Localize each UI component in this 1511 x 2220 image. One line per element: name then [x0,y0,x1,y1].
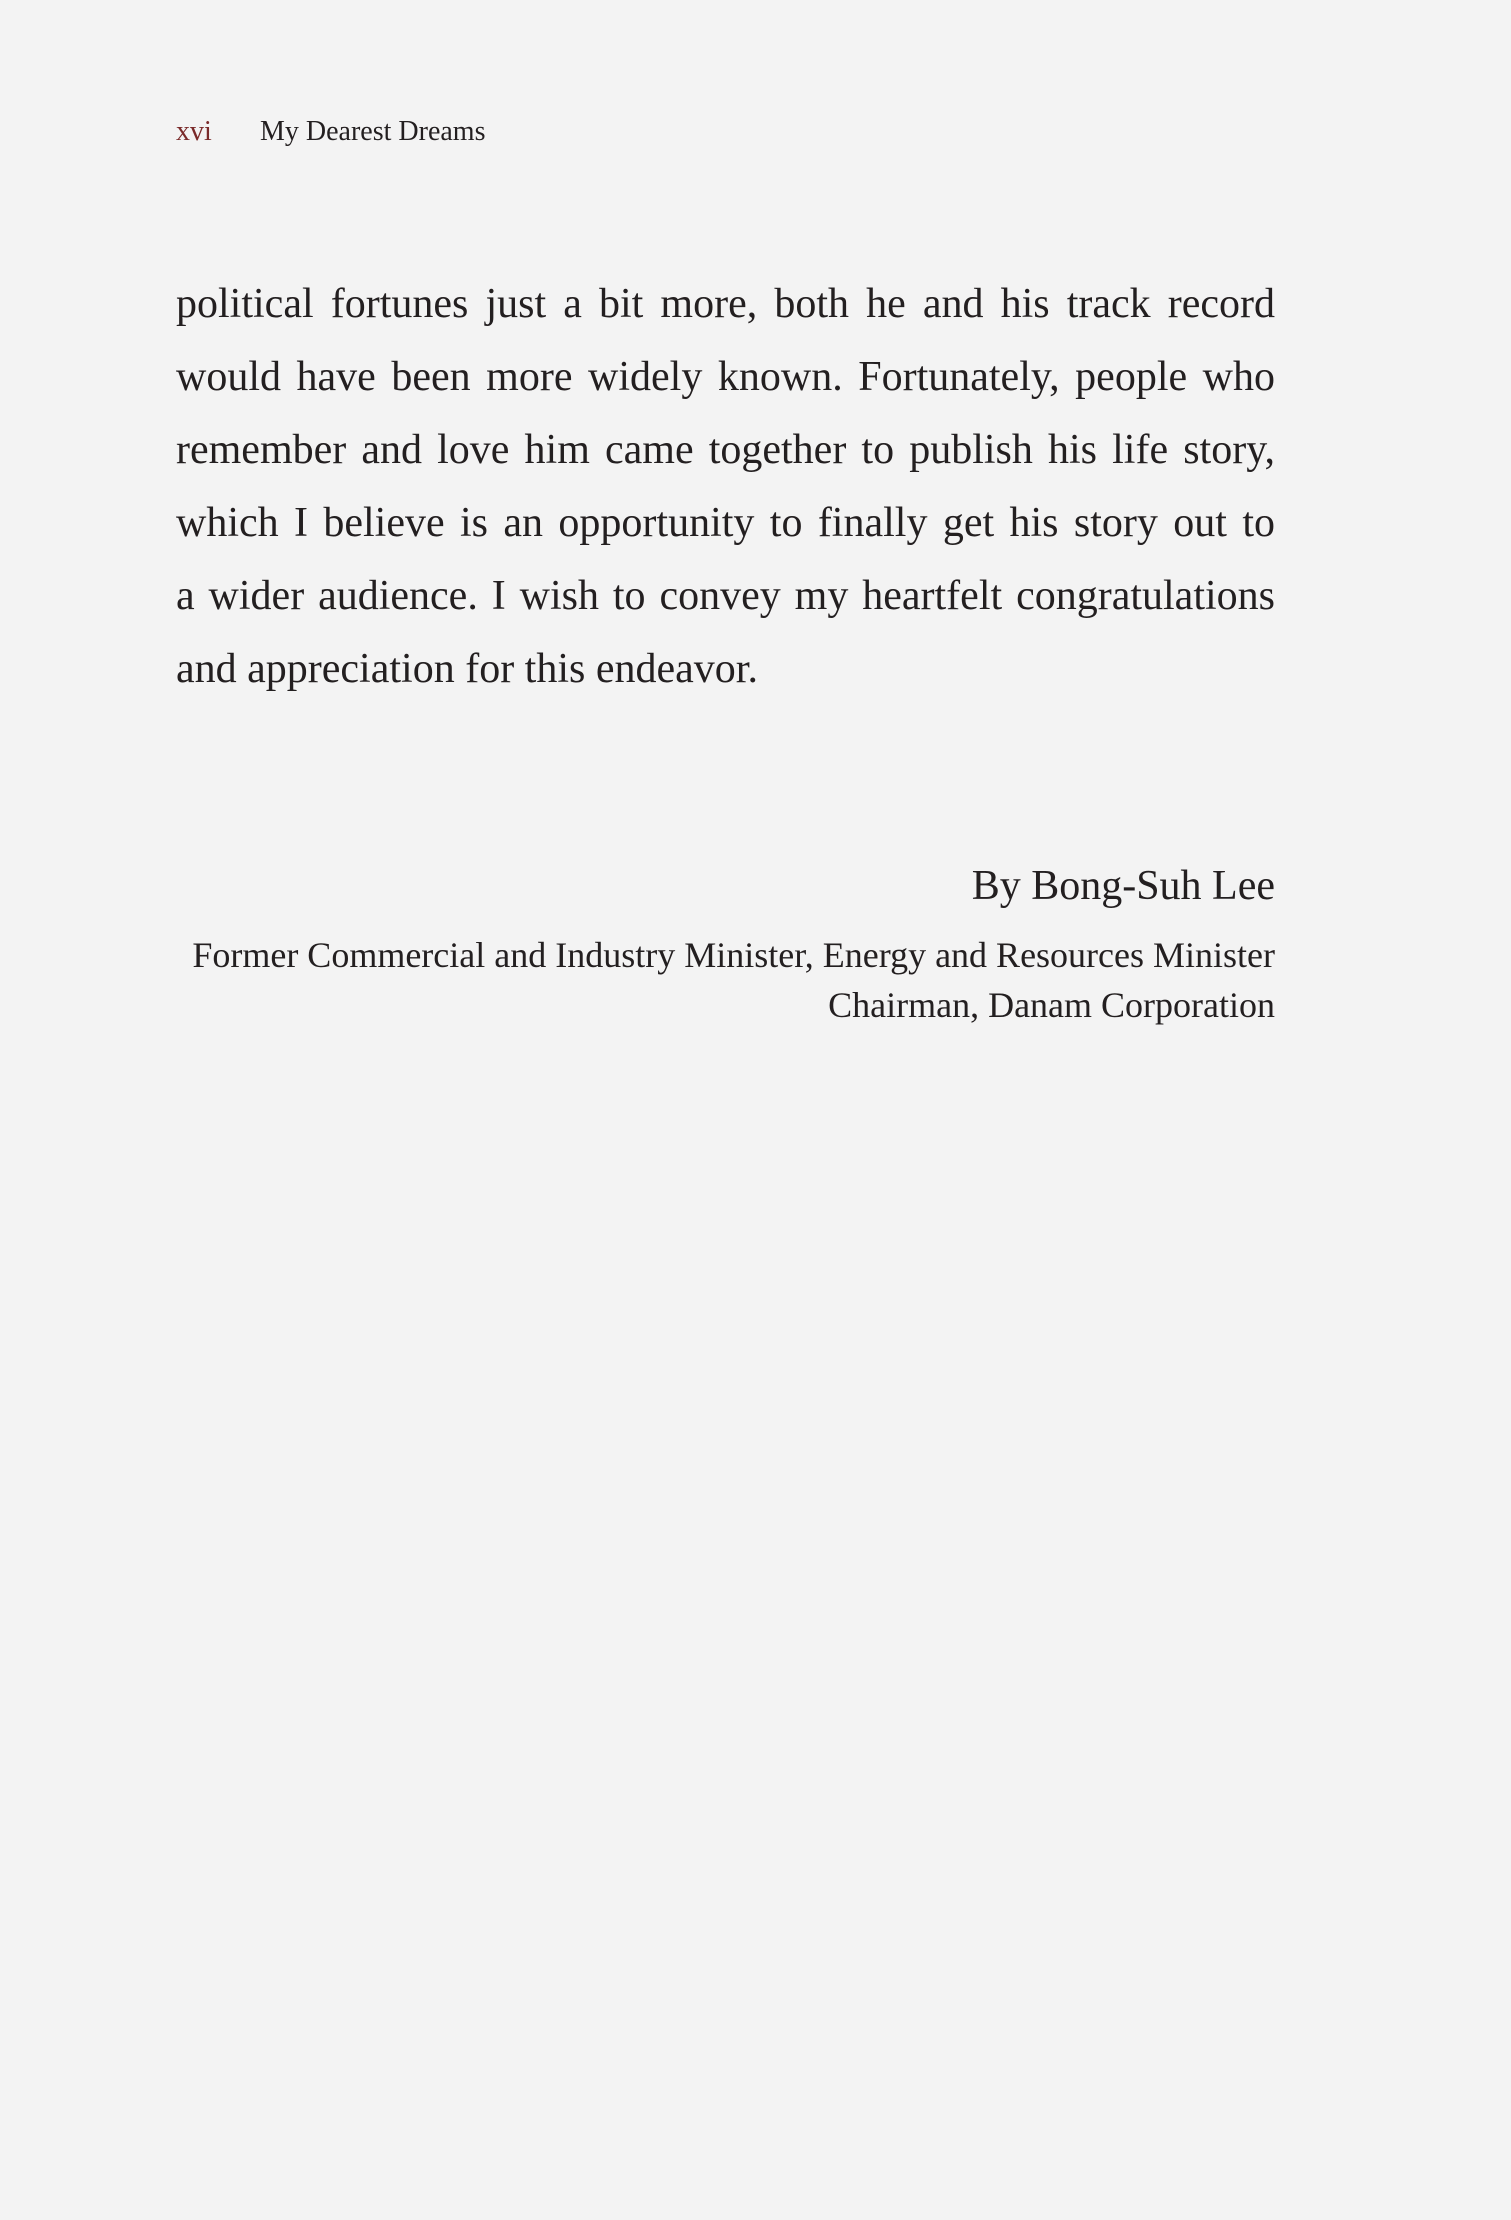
running-title: My Dearest Dreams [260,116,486,147]
body-line: would have been more widely known. Fortunately, people who [176,354,1275,400]
body-line: which I believe is an opportunity to finally get his story out to [176,500,1275,546]
signature-byline: By Bong-Suh Lee [971,863,1275,909]
body-line: remember and love him came together to publish his life story, [176,427,1275,473]
running-header [176,114,485,150]
body-line: and appreciation for this endeavor. [176,646,758,692]
body-line: political fortunes just a bit more, both he and his track record [176,281,1275,327]
author-titles [176,930,1275,1030]
body-line: a wider audience. I wish to convey my heartfelt congratulations [176,573,1275,619]
author-title-2: Chairman, Danam Corporation [828,985,1275,1025]
body-text [176,268,1275,706]
page-number: xvi [176,116,212,147]
author-title-1: Former Commercial and Industry Minister, Energy and Resources Minister [192,935,1275,975]
